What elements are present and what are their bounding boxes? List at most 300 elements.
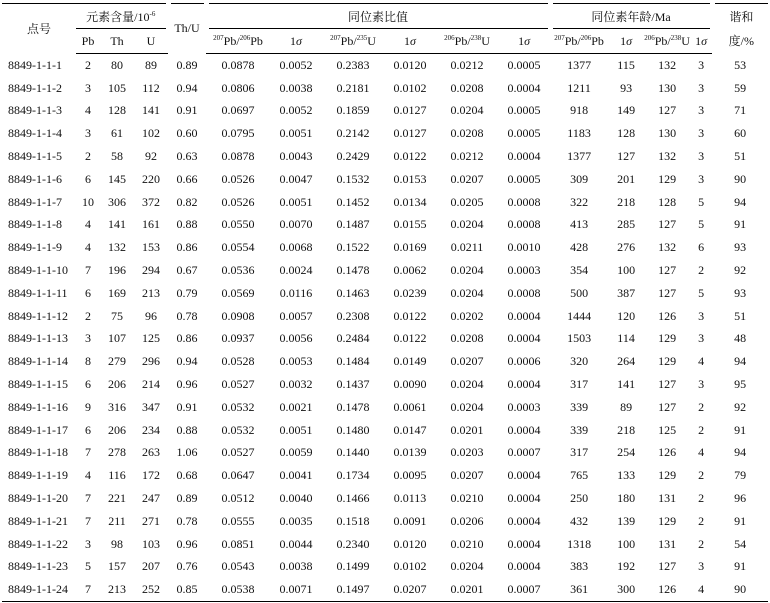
cell-ratio-206-238: 0.0211	[450, 240, 484, 255]
cell-ratio-207-206: 0.0526	[221, 171, 255, 186]
cell-ratio-207-206: 0.0878	[221, 57, 255, 72]
cell-pb: 7	[85, 491, 91, 506]
cell-age-206-238: 130	[658, 126, 677, 141]
cell-point: 8849-1-1-18	[8, 445, 68, 460]
cell-point: 8849-1-1-1	[8, 57, 62, 72]
cell-ratio-207-206-sigma: 0.0047	[279, 171, 313, 186]
cell-pb: 4	[85, 217, 91, 232]
cell-ratio-207-235: 0.1859	[336, 103, 370, 118]
cell-ratio-207-206-sigma: 0.0043	[279, 149, 313, 164]
cell-u: 125	[142, 331, 160, 346]
cell-th: 75	[111, 308, 123, 323]
header-ratio-207pb-235u-sigma: 1σ	[384, 29, 436, 54]
cell-age-207-206: 432	[570, 513, 589, 528]
cell-pb: 3	[85, 331, 91, 346]
cell-ratio-207-235-sigma: 0.0147	[393, 422, 427, 437]
cell-u: 271	[142, 513, 160, 528]
cell-th: 221	[108, 491, 126, 506]
cell-age-206-238: 127	[658, 285, 677, 300]
cell-th: 278	[108, 445, 126, 460]
cell-ratio-206-238-sigma: 0.0008	[507, 217, 541, 232]
cell-age-206-238: 126	[644, 578, 690, 601]
cell-age-207-206-sigma: 387	[617, 285, 636, 300]
cell-concordance: 60	[734, 126, 747, 141]
cell-th: 58	[111, 149, 123, 164]
cell-pb: 7	[85, 445, 91, 460]
cell-th: 213	[100, 578, 134, 601]
table-row	[2, 282, 768, 305]
cell-ratio-206-238: 0.0206	[450, 513, 484, 528]
cell-age-207-206: 309	[570, 171, 589, 186]
cell-ratio-207-235: 0.1499	[336, 559, 370, 574]
table-row	[2, 214, 768, 237]
cell-th-u: 0.86	[176, 331, 198, 346]
cell-age-206-238: 129	[658, 513, 677, 528]
cell-ratio-207-235: 0.2383	[336, 57, 370, 72]
table-row	[2, 77, 768, 100]
cell-age-206-238-sigma: 3	[698, 377, 705, 392]
cell-th: 169	[108, 285, 126, 300]
cell-point: 8849-1-1-17	[8, 422, 68, 437]
cell-pb: 10	[82, 194, 94, 209]
cell-pb: 4	[85, 103, 91, 118]
cell-u: 112	[142, 80, 160, 95]
cell-ratio-206-238: 0.0201	[450, 422, 484, 437]
cell-concordance: 94	[734, 194, 747, 209]
cell-age-206-238: 132	[658, 240, 677, 255]
cell-age-207-206-sigma: 100	[617, 536, 636, 551]
cell-age-207-206-sigma: 89	[620, 399, 633, 414]
cell-ratio-207-235-sigma: 0.0207	[384, 578, 436, 601]
cell-th: 132	[108, 240, 126, 255]
cell-ratio-206-238-sigma: 0.0004	[507, 80, 541, 95]
cell-pb: 3	[85, 80, 91, 95]
cell-ratio-207-206: 0.0528	[221, 354, 255, 369]
cell-ratio-207-206-sigma: 0.0053	[279, 354, 313, 369]
cell-age-206-238-sigma: 3	[698, 149, 705, 164]
cell-ratio-207-235-sigma: 0.0095	[393, 468, 427, 483]
cell-ratio-207-206-sigma: 0.0057	[279, 308, 313, 323]
header-pb: Pb	[76, 29, 100, 54]
cell-concordance: 90	[734, 171, 747, 186]
cell-ratio-207-235: 0.1522	[336, 240, 370, 255]
cell-th: 105	[108, 80, 126, 95]
cell-age-207-206-sigma: 115	[617, 57, 635, 72]
cell-concordance: 71	[734, 103, 747, 118]
cell-age-207-206: 1503	[567, 331, 592, 346]
cell-ratio-206-238-sigma: 0.0004	[507, 468, 541, 483]
table-body	[2, 54, 768, 602]
table-header	[2, 4, 768, 54]
cell-th: 206	[108, 422, 126, 437]
cell-ratio-207-235: 0.2340	[336, 536, 370, 551]
cell-concordance: 94	[734, 354, 747, 369]
cell-age-207-206-sigma: 180	[617, 491, 636, 506]
header-age-group: 同位素年龄/Ma	[550, 4, 712, 29]
cell-ratio-207-235: 0.1437	[336, 377, 370, 392]
table-row	[2, 191, 768, 214]
cell-th-u: 0.88	[176, 422, 198, 437]
cell-age-207-206-sigma: 218	[617, 194, 636, 209]
cell-ratio-207-206: 0.0569	[221, 285, 255, 300]
cell-age-207-206-sigma: 139	[617, 513, 636, 528]
cell-concordance: 95	[734, 377, 747, 392]
cell-th: 206	[108, 377, 126, 392]
cell-pb: 6	[85, 171, 91, 186]
cell-ratio-206-238-sigma: 0.0005	[507, 171, 541, 186]
cell-th-u: 0.76	[176, 559, 198, 574]
cell-ratio-206-238-sigma: 0.0007	[498, 578, 550, 601]
cell-ratio-207-235: 0.1478	[336, 263, 370, 278]
cell-th-u: 0.79	[176, 285, 198, 300]
cell-ratio-207-206: 0.0538	[206, 578, 270, 601]
cell-concordance: 96	[734, 491, 747, 506]
cell-ratio-207-206-sigma: 0.0059	[279, 445, 313, 460]
header-ratio-207pb-206pb: $^{207}$Pb/$^{206}$Pb	[206, 29, 270, 54]
cell-ratio-207-235-sigma: 0.0127	[393, 103, 427, 118]
cell-age-206-238: 127	[658, 399, 677, 414]
cell-ratio-206-238-sigma: 0.0004	[507, 149, 541, 164]
cell-th-u: 0.67	[176, 263, 198, 278]
cell-ratio-206-238: 0.0210	[450, 536, 484, 551]
cell-ratio-206-238-sigma: 0.0008	[507, 285, 541, 300]
cell-u: 103	[142, 536, 160, 551]
cell-u: 207	[142, 559, 160, 574]
cell-ratio-207-235: 0.1480	[336, 422, 370, 437]
cell-age-207-206-sigma: 120	[617, 308, 636, 323]
cell-u: 92	[145, 149, 157, 164]
table-row	[2, 305, 768, 328]
table-row	[2, 373, 768, 396]
cell-concordance: 94	[734, 445, 747, 460]
header-th-u: Th/U	[174, 21, 200, 36]
cell-pb: 6	[85, 285, 91, 300]
cell-point: 8849-1-1-5	[8, 149, 62, 164]
cell-ratio-206-238: 0.0207	[450, 171, 484, 186]
cell-age-207-206: 1211	[567, 80, 591, 95]
cell-ratio-207-206-sigma: 0.0032	[279, 377, 313, 392]
header-age-206pb-238u: $^{206}$Pb/$^{238}$U	[644, 29, 690, 54]
cell-ratio-207-206: 0.0795	[221, 126, 255, 141]
cell-age-206-238-sigma: 4	[698, 354, 705, 369]
cell-ratio-206-238: 0.0208	[450, 80, 484, 95]
cell-u: 247	[142, 491, 160, 506]
cell-point: 8849-1-1-16	[8, 399, 68, 414]
cell-ratio-207-206-sigma: 0.0051	[279, 422, 313, 437]
cell-concordance: 59	[734, 80, 747, 95]
header-age-206pb-238u-sigma: 1σ	[690, 29, 712, 54]
cell-age-207-206: 383	[570, 559, 589, 574]
cell-ratio-207-235: 0.2429	[336, 149, 370, 164]
cell-ratio-206-238-sigma: 0.0005	[507, 57, 541, 72]
cell-ratio-206-238: 0.0212	[450, 149, 484, 164]
cell-ratio-206-238: 0.0204	[450, 285, 484, 300]
table-row	[2, 54, 768, 77]
cell-age-207-206-sigma: 141	[617, 377, 636, 392]
table-row	[2, 168, 768, 191]
cell-point: 8849-1-1-15	[8, 377, 68, 392]
cell-ratio-207-235-sigma: 0.0061	[393, 399, 427, 414]
cell-th: 316	[108, 399, 126, 414]
cell-age-206-238: 129	[658, 468, 677, 483]
table-row	[2, 145, 768, 168]
cell-ratio-207-235-sigma: 0.0102	[393, 559, 427, 574]
cell-point: 8849-1-1-22	[8, 536, 68, 551]
cell-u: 89	[145, 57, 157, 72]
header-ratio-206pb-238u: $^{206}$Pb/$^{238}$U	[436, 29, 498, 54]
cell-age-206-238-sigma: 5	[698, 285, 705, 300]
cell-ratio-206-238-sigma: 0.0004	[507, 491, 541, 506]
cell-concordance: 90	[712, 578, 768, 601]
cell-u: 141	[142, 103, 160, 118]
cell-th-u: 0.89	[176, 57, 198, 72]
cell-age-207-206-sigma: 100	[617, 263, 636, 278]
cell-ratio-207-235: 0.1463	[336, 285, 370, 300]
cell-th-u: 0.88	[176, 217, 198, 232]
header-ratio-207pb-235u: $^{207}$Pb/$^{235}$U	[322, 29, 384, 54]
cell-ratio-207-235-sigma: 0.0134	[393, 194, 427, 209]
cell-ratio-207-206-sigma: 0.0038	[279, 80, 313, 95]
cell-ratio-206-238-sigma: 0.0006	[507, 354, 541, 369]
cell-age-206-238-sigma: 2	[698, 422, 705, 437]
cell-ratio-207-235-sigma: 0.0091	[393, 513, 427, 528]
cell-u: 252	[134, 578, 168, 601]
cell-ratio-207-206-sigma: 0.0035	[279, 513, 313, 528]
cell-ratio-206-238: 0.0204	[450, 377, 484, 392]
cell-ratio-207-206-sigma: 0.0040	[279, 491, 313, 506]
cell-age-207-206-sigma: 276	[617, 240, 636, 255]
cell-ratio-207-235: 0.1532	[336, 171, 370, 186]
cell-age-206-238-sigma: 5	[698, 217, 705, 232]
cell-pb: 2	[85, 149, 91, 164]
cell-pb: 6	[85, 422, 91, 437]
cell-ratio-206-238-sigma: 0.0010	[507, 240, 541, 255]
cell-th-u: 1.06	[176, 445, 198, 460]
cell-age-207-206: 500	[570, 285, 589, 300]
cell-concordance: 51	[734, 308, 747, 323]
cell-th: 128	[108, 103, 126, 118]
table-row	[2, 464, 768, 487]
cell-concordance: 92	[734, 263, 747, 278]
cell-ratio-207-206-sigma: 0.0116	[279, 285, 313, 300]
cell-age-206-238: 127	[658, 377, 677, 392]
table-row	[2, 350, 768, 373]
table-row	[2, 578, 768, 601]
table-row	[2, 442, 768, 465]
cell-ratio-206-238-sigma: 0.0004	[507, 308, 541, 323]
cell-age-207-206: 339	[570, 399, 589, 414]
cell-point: 8849-1-1-4	[8, 126, 62, 141]
cell-ratio-206-238-sigma: 0.0003	[507, 399, 541, 414]
cell-age-206-238: 130	[658, 80, 677, 95]
cell-ratio-207-206-sigma: 0.0071	[270, 578, 322, 601]
cell-pb: 3	[85, 536, 91, 551]
cell-ratio-207-235: 0.2308	[336, 308, 370, 323]
cell-u: 161	[142, 217, 160, 232]
cell-th-u: 0.78	[176, 308, 198, 323]
table-row	[2, 236, 768, 259]
cell-age-206-238-sigma: 2	[698, 536, 705, 551]
header-u: U	[134, 29, 168, 54]
cell-ratio-207-235-sigma: 0.0155	[393, 217, 427, 232]
cell-ratio-207-235: 0.1487	[336, 217, 370, 232]
cell-ratio-207-235-sigma: 0.0102	[393, 80, 427, 95]
cell-ratio-207-206: 0.0536	[221, 263, 255, 278]
cell-age-207-206: 317	[570, 377, 589, 392]
cell-age-206-238-sigma: 3	[698, 308, 705, 323]
cell-age-207-206-sigma: 264	[617, 354, 636, 369]
cell-point: 8849-1-1-24	[2, 578, 76, 601]
cell-pb: 7	[76, 578, 100, 601]
cell-ratio-206-238: 0.0204	[450, 263, 484, 278]
cell-th-u: 0.60	[176, 126, 198, 141]
cell-concordance: 91	[734, 217, 747, 232]
cell-th: 116	[108, 468, 126, 483]
cell-age-206-238: 131	[658, 536, 677, 551]
cell-ratio-207-206: 0.0647	[221, 468, 255, 483]
cell-pb: 7	[85, 513, 91, 528]
cell-age-206-238-sigma: 2	[698, 468, 705, 483]
cell-ratio-207-235-sigma: 0.0149	[393, 354, 427, 369]
cell-ratio-207-206-sigma: 0.0056	[279, 331, 313, 346]
cell-age-207-206: 320	[570, 354, 589, 369]
cell-ratio-207-206-sigma: 0.0070	[279, 217, 313, 232]
cell-th-u: 0.91	[176, 399, 198, 414]
cell-ratio-207-235-sigma: 0.0239	[393, 285, 427, 300]
cell-pb: 2	[85, 308, 91, 323]
cell-pb: 6	[85, 377, 91, 392]
cell-u: 294	[142, 263, 160, 278]
cell-concordance: 79	[734, 468, 747, 483]
cell-age-207-206: 1444	[567, 308, 592, 323]
cell-ratio-206-238-sigma: 0.0005	[507, 126, 541, 141]
cell-ratio-206-238-sigma: 0.0004	[507, 331, 541, 346]
cell-ratio-206-238: 0.0204	[450, 103, 484, 118]
cell-point: 8849-1-1-14	[8, 354, 68, 369]
table-row	[2, 419, 768, 442]
cell-u: 234	[142, 422, 160, 437]
cell-age-207-206: 918	[570, 103, 589, 118]
cell-ratio-207-235-sigma: 0.0062	[393, 263, 427, 278]
cell-u: 172	[142, 468, 160, 483]
cell-age-207-206-sigma: 127	[617, 149, 636, 164]
cell-age-206-238-sigma: 2	[698, 513, 705, 528]
cell-pb: 9	[85, 399, 91, 414]
header-element-group: 元素含量$/10^{-6}$	[76, 4, 168, 29]
cell-ratio-206-238: 0.0212	[450, 57, 484, 72]
cell-age-207-206-sigma: 149	[617, 103, 636, 118]
cell-th: 107	[108, 331, 126, 346]
cell-age-206-238: 132	[658, 149, 677, 164]
cell-ratio-207-235: 0.1484	[336, 354, 370, 369]
zircon-u-pb-data-table	[2, 3, 768, 602]
cell-age-206-238: 126	[658, 445, 677, 460]
cell-age-207-206: 322	[570, 194, 589, 209]
cell-age-207-206: 339	[570, 422, 589, 437]
cell-age-206-238-sigma: 3	[698, 559, 705, 574]
cell-concordance: 91	[734, 513, 747, 528]
cell-ratio-207-206-sigma: 0.0052	[279, 57, 313, 72]
header-age-207pb-206pb: $^{207}$Pb/$^{206}$Pb	[550, 29, 608, 54]
cell-age-207-206: 1377	[567, 149, 592, 164]
cell-th-u: 0.96	[176, 377, 198, 392]
table-row	[2, 122, 768, 145]
cell-u: 102	[142, 126, 160, 141]
cell-age-207-206: 250	[570, 491, 589, 506]
cell-th-u: 0.63	[176, 149, 198, 164]
cell-age-207-206: 1318	[567, 536, 592, 551]
cell-ratio-207-235-sigma: 0.0153	[393, 171, 427, 186]
cell-ratio-206-238-sigma: 0.0004	[507, 513, 541, 528]
cell-ratio-207-206-sigma: 0.0051	[279, 194, 313, 209]
cell-ratio-206-238: 0.0204	[450, 217, 484, 232]
cell-age-206-238: 127	[658, 559, 677, 574]
cell-concordance: 54	[734, 536, 747, 551]
cell-u: 220	[142, 171, 160, 186]
cell-th-u: 0.89	[176, 491, 198, 506]
cell-th-u: 0.94	[176, 354, 198, 369]
cell-th-u: 0.91	[176, 103, 198, 118]
cell-age-207-206: 354	[570, 263, 589, 278]
table-row	[2, 510, 768, 533]
cell-age-207-206-sigma: 114	[617, 331, 635, 346]
cell-u: 372	[142, 194, 160, 209]
cell-ratio-207-206: 0.0532	[221, 399, 255, 414]
cell-ratio-206-238: 0.0210	[450, 491, 484, 506]
cell-ratio-206-238-sigma: 0.0008	[507, 194, 541, 209]
cell-th-u: 0.78	[176, 513, 198, 528]
cell-age-206-238: 129	[658, 354, 677, 369]
cell-ratio-207-206: 0.0554	[221, 240, 255, 255]
cell-age-206-238-sigma: 3	[698, 103, 705, 118]
cell-age-207-206-sigma: 133	[617, 468, 636, 483]
cell-u: 296	[142, 354, 160, 369]
table-row	[2, 487, 768, 510]
cell-age-206-238-sigma: 2	[698, 399, 705, 414]
cell-ratio-207-206-sigma: 0.0021	[279, 399, 313, 414]
table-row	[2, 328, 768, 351]
cell-age-206-238: 129	[658, 331, 677, 346]
cell-th: 157	[108, 559, 126, 574]
cell-th: 196	[108, 263, 126, 278]
cell-pb: 8	[85, 354, 91, 369]
cell-concordance: 91	[734, 559, 747, 574]
cell-point: 8849-1-1-13	[8, 331, 68, 346]
cell-ratio-206-238: 0.0203	[450, 445, 484, 460]
cell-age-207-206-sigma: 192	[617, 559, 636, 574]
cell-ratio-207-235: 0.1466	[336, 491, 370, 506]
cell-pb: 5	[85, 559, 91, 574]
cell-pb: 4	[85, 468, 91, 483]
table-row	[2, 100, 768, 123]
cell-age-206-238-sigma: 3	[698, 57, 705, 72]
cell-age-206-238-sigma: 2	[698, 491, 705, 506]
cell-ratio-207-235: 0.1497	[322, 578, 384, 601]
cell-u: 263	[142, 445, 160, 460]
cell-age-207-206: 765	[570, 468, 589, 483]
cell-ratio-207-206: 0.0526	[221, 194, 255, 209]
table-row	[2, 556, 768, 579]
cell-ratio-206-238: 0.0204	[450, 559, 484, 574]
cell-ratio-206-238-sigma: 0.0004	[507, 536, 541, 551]
cell-age-207-206: 361	[550, 578, 608, 601]
cell-ratio-207-206-sigma: 0.0044	[279, 536, 313, 551]
cell-ratio-206-238: 0.0207	[450, 354, 484, 369]
cell-concordance: 93	[734, 240, 747, 255]
cell-ratio-207-206: 0.0697	[221, 103, 255, 118]
header-ratio-207pb-206pb-sigma: 1σ	[270, 29, 322, 54]
cell-u: 213	[142, 285, 160, 300]
